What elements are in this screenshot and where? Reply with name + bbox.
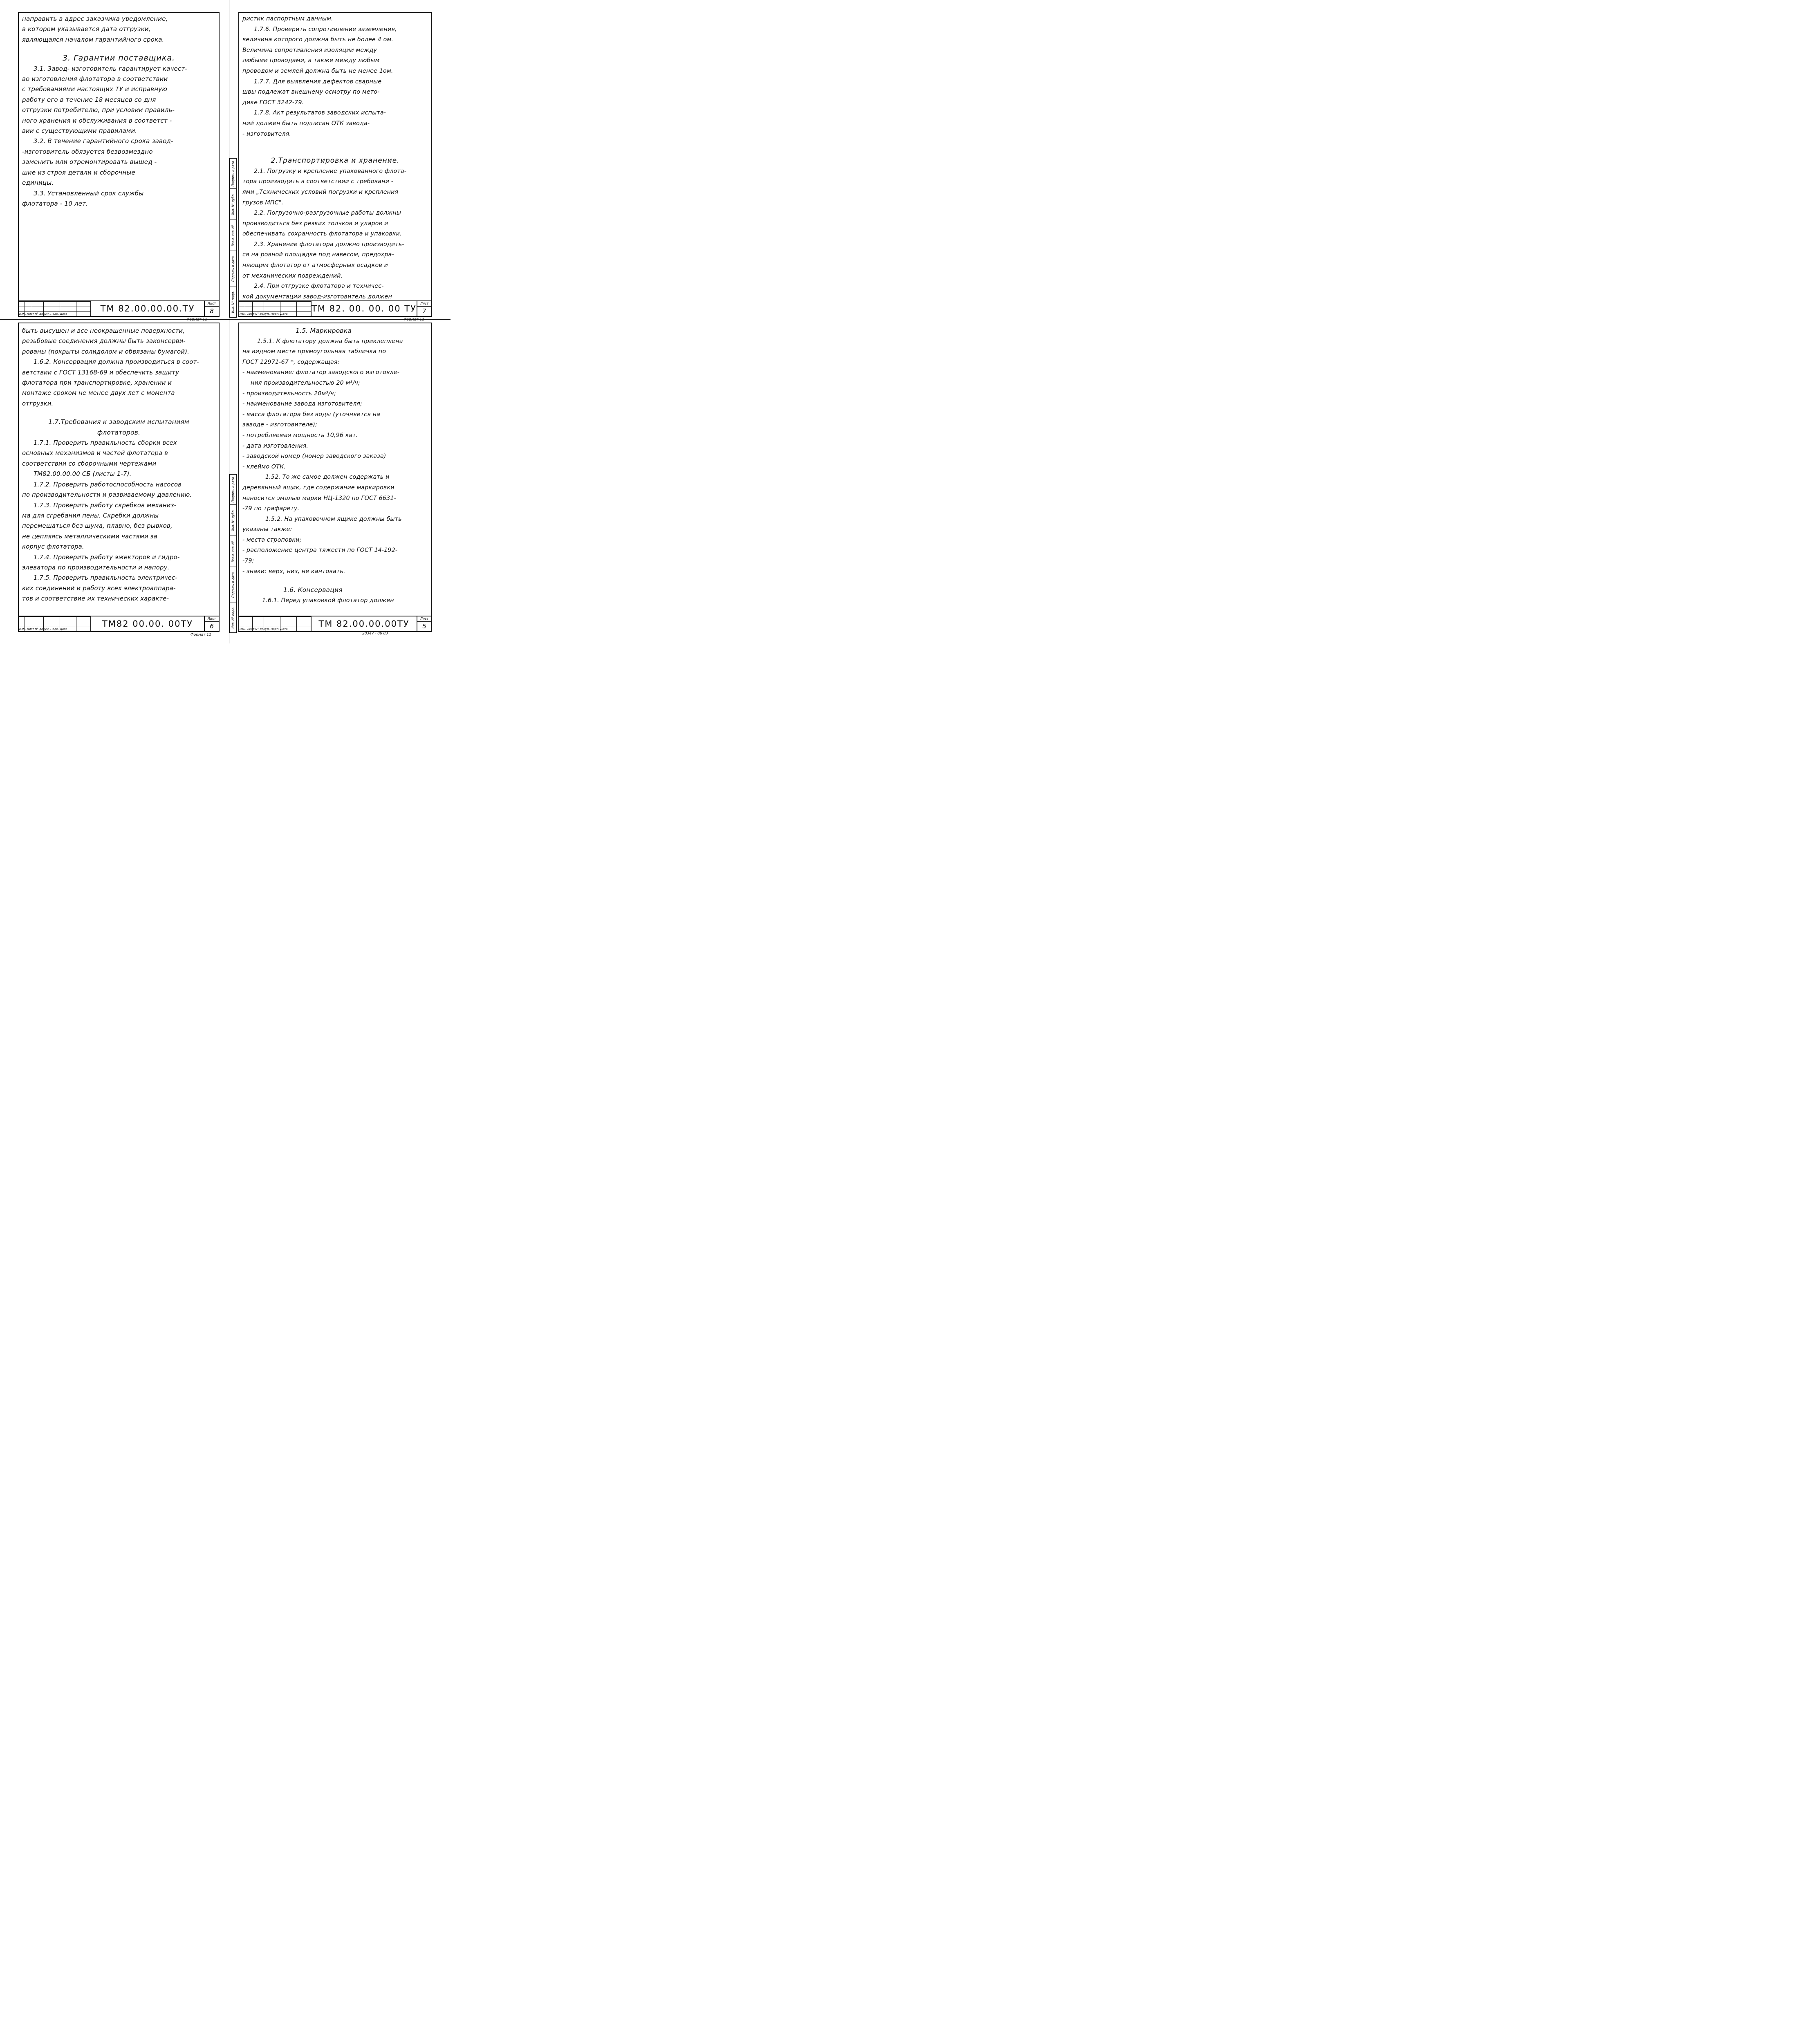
text-line: ГОСТ 12971-67 *, содержащая:: [242, 359, 340, 365]
approval-strip: [229, 474, 237, 633]
sheet-number-box: [204, 301, 219, 316]
text-line: направить в адрес заказчика уведомление,: [22, 15, 168, 22]
text-line: 1.6.2. Консервация должна производиться в соот-: [34, 359, 199, 366]
side-label: Подпись и дата: [231, 572, 235, 598]
text-line: ТМ82.00.00.00 СБ (листы 1-7).: [34, 471, 132, 478]
text-line: отгрузки.: [22, 400, 54, 407]
text-line: 1.7.7. Для выявления дефектов сварные: [254, 78, 382, 85]
format-label: Формат 11: [191, 633, 211, 637]
section-heading: флотаторов.: [97, 428, 141, 436]
text-line: -изготовитель обязуется безвозмездно: [22, 148, 153, 155]
text-line: работу его в течение 18 месяцев со дня: [22, 96, 156, 103]
side-label: Инв. N° подл.: [231, 607, 235, 629]
text-line: в котором указывается дата отгрузки,: [22, 25, 151, 33]
text-line: ких соединений и работу всех электроаппара-: [22, 585, 176, 592]
side-cell: [230, 567, 236, 603]
side-cell: [230, 159, 236, 189]
side-cell: [230, 536, 236, 567]
sheet-number: 7: [422, 307, 426, 315]
format-label: Формат 11: [186, 318, 207, 322]
text-line: тов и соответствие их технических характе-: [22, 595, 169, 603]
text-line: 2.2. Погрузочно-разгрузочные работы должны: [254, 210, 401, 217]
text-line: быть высушен и все неокрашенные поверхности,: [22, 327, 185, 334]
grid-label: N° докум.: [35, 628, 50, 631]
text-line: - потребляемая мощность 10,96 квт.: [242, 432, 358, 439]
section-heading: 3. Гарантии поставщика.: [62, 54, 175, 63]
text-line: 1.7.8. Акт результатов заводских испыта-: [254, 110, 386, 117]
text-line: - масса флотатора без воды (уточняется на: [242, 411, 380, 418]
document-code: ТМ 82. 00. 00. 00 ТУ: [311, 301, 417, 316]
text-line: производиться без резких толчков и ударов и: [242, 220, 388, 227]
side-cell: [230, 603, 236, 632]
text-line: Величина сопротивления изоляции между: [242, 47, 377, 54]
side-label: Подпись и дата: [231, 256, 235, 282]
text-line: соответствии со сборочными чертежами: [22, 460, 157, 467]
side-label: Подпись и дата: [231, 161, 235, 186]
side-cell: [230, 251, 236, 287]
text-line: ний должен быть подписан ОТК завода-: [242, 120, 370, 127]
blank-line: [22, 45, 215, 53]
grid-label: Лист: [247, 312, 255, 316]
grid-label: Лист: [27, 628, 34, 631]
print-order-note: 20347 · 06 83: [362, 632, 388, 636]
text-line: заменить или отремонтировать вышед -: [22, 158, 157, 166]
text-line: по производительности и развиваемому давлению.: [22, 491, 192, 499]
text-line: отгрузки потребителю, при условии правиль-: [22, 106, 175, 114]
sheet-page-7: [238, 12, 432, 322]
text-line: - заводской номер (номер заводского заказа): [242, 453, 386, 460]
text-line: шие из строя детали и сборочные: [22, 168, 135, 176]
sheet-body: [22, 326, 215, 604]
section-heading: 1.7.Требования к заводским испытаниям: [48, 418, 189, 426]
revision-grid-labels: [239, 312, 311, 316]
side-cell: [230, 287, 236, 317]
text-line: 2.1. Погрузку и крепление упакованного флота-: [254, 168, 407, 175]
sheet-label: Лист: [205, 301, 219, 307]
text-line: 1.7.5. Проверить правильность электричес-: [34, 574, 177, 582]
side-label: Взам. инв. N°: [231, 224, 235, 246]
blank-line: [242, 577, 428, 585]
text-line: -79 по трафарету.: [242, 505, 300, 512]
text-line: элеватора по производительности и напору.: [22, 564, 170, 571]
grid-label: N° докум.: [35, 312, 50, 316]
text-line: резьбовые соединения должны быть законсерви-: [22, 338, 186, 345]
text-line: 1.7.3. Проверить работу скребков механиз-: [34, 502, 177, 509]
text-line: ями „Технических условий погрузки и крепления: [242, 188, 399, 195]
section-heading: 1.5. Маркировка: [296, 327, 352, 334]
text-line: - изготовителя.: [242, 130, 291, 137]
grid-label: N° докум.: [255, 628, 270, 631]
text-line: ристик паспортным данным.: [242, 16, 333, 22]
text-line: перемещаться без шума, плавно, без рывков,: [22, 522, 173, 530]
text-line: 3.1. Завод- изготовитель гарантирует качест-: [34, 65, 187, 72]
side-cell: [230, 505, 236, 536]
sheet-page-6: [18, 323, 220, 637]
center-fold-horizontal: [0, 319, 451, 320]
text-line: - производительность 20м³/ч;: [242, 390, 336, 397]
text-line: грузов МПС".: [242, 199, 284, 206]
text-line: монтаже сроком не менее двух лет с момента: [22, 390, 175, 397]
text-line: указаны также:: [242, 526, 292, 533]
sheet-body: [242, 326, 428, 606]
text-line: ма для сгребания пены. Скребки должны: [22, 512, 159, 519]
text-line: рованы (покрыты солидолом и обвязаны бумагой).: [22, 348, 190, 355]
text-line: на видном месте прямоугольная табличка по: [242, 348, 386, 355]
sheet-label: Лист: [205, 616, 219, 622]
text-line: няющим флотатор от атмосферных осадков и: [242, 262, 388, 269]
blank-line: [22, 409, 215, 417]
section-heading: 1.6. Консервация: [283, 586, 343, 594]
sheet-page-8: [18, 12, 220, 322]
text-line: - места строповки;: [242, 536, 302, 543]
title-block: [19, 616, 219, 631]
text-line: 1.7.6. Проверить сопротивление заземления,: [254, 26, 397, 33]
text-line: ного хранения и обслуживания в соответст -: [22, 117, 172, 124]
text-line: вии с существующими правилами.: [22, 127, 137, 135]
text-line: кой документации завод-изготовитель должен: [242, 293, 392, 300]
sheet-body: [22, 14, 215, 209]
grid-label: N° докум.: [255, 312, 270, 316]
text-line: 2.4. При отгрузке флотатора и техничес-: [254, 283, 384, 290]
grid-label: Подп.: [50, 628, 59, 631]
revision-grid-labels: [19, 312, 90, 316]
text-line: 1.6.1. Перед упаковкой флотатор должен: [262, 597, 394, 604]
text-line: величина которого должна быть не более 4 ом.: [242, 36, 394, 43]
title-block: [239, 300, 431, 316]
text-line: основных механизмов и частей флотатора в: [22, 450, 168, 457]
text-line: - дата изготовления.: [242, 442, 309, 449]
approval-strip: [229, 158, 237, 318]
text-line: 1.52. То же самое должен содержать и: [265, 474, 390, 481]
revision-grid: [19, 301, 90, 316]
sheet-number: 5: [422, 623, 426, 630]
text-line: корпус флотатора.: [22, 543, 84, 551]
sheet-label: Лист: [417, 301, 431, 307]
revision-grid-labels: [19, 627, 90, 631]
side-cell: [230, 189, 236, 220]
grid-label: Дата: [60, 628, 67, 631]
sheet-label: Лист: [417, 616, 431, 622]
text-line: ния производительностью 20 м³/ч;: [251, 379, 360, 386]
grid-label: Лист: [27, 312, 34, 316]
text-line: швы подлежат внешнему осмотру по мето-: [242, 89, 380, 96]
sheet-number: 6: [210, 623, 214, 630]
grid-label: Дата: [60, 312, 67, 316]
text-line: 3.3. Установленный срок службы: [34, 189, 144, 197]
text-line: -79;: [242, 558, 254, 565]
text-line: являющаяся началом гарантийного срока.: [22, 36, 164, 43]
grid-label: Подп.: [271, 628, 280, 631]
side-cell: [230, 475, 236, 505]
text-line: - расположение центра тяжести по ГОСТ 14-192-: [242, 547, 398, 554]
text-line: любыми проводами, а также между любым: [242, 57, 380, 64]
format-label: Формат 11: [403, 318, 424, 322]
text-line: во изготовления флотатора в соответствии: [22, 75, 168, 83]
text-line: флотатора - 10 лет.: [22, 199, 88, 207]
side-label: Инв. N° подл.: [231, 291, 235, 313]
document-code: ТМ82 00.00. 00ТУ: [90, 616, 204, 631]
title-block: [239, 616, 431, 631]
text-line: 1.7.1. Проверить правильность сборки всех: [34, 439, 177, 447]
section-heading: 2.Транспортировка и хранение.: [271, 157, 400, 165]
text-line: флотатора при транспортировке, хранении и: [22, 379, 172, 387]
text-line: проводом и землей должна быть не менее 1ом.: [242, 67, 393, 74]
sheet-number-box: [417, 616, 431, 631]
text-line: 1.7.2. Проверить работоспособность насосов: [34, 481, 182, 488]
title-block: [19, 300, 219, 316]
sheet-number: 8: [210, 307, 214, 315]
text-line: - клеймо ОТК.: [242, 463, 286, 470]
side-cell: [230, 220, 236, 251]
grid-label: Дата: [280, 312, 288, 316]
document-code: ТМ 82.00.00.00ТУ: [311, 616, 417, 631]
text-line: 1.5.1. К флотатору должна быть приклеплена: [257, 338, 403, 345]
revision-grid-labels: [239, 627, 311, 631]
side-label: Инв. N° дубл.: [231, 509, 235, 531]
revision-grid: [239, 301, 311, 316]
grid-label: Подп.: [271, 312, 280, 316]
grid-label: Изм.: [19, 312, 26, 316]
text-line: деревянный ящик, где содержание маркировки: [242, 484, 394, 491]
blank-line: [242, 148, 428, 156]
side-label: Инв. N° дубл.: [231, 193, 235, 215]
text-line: наносится эмалью марки НЦ-1320 по ГОСТ 6631-: [242, 495, 396, 502]
grid-label: Подп.: [50, 312, 59, 316]
side-label: Взам. инв. N°: [231, 540, 235, 562]
text-line: ся на ровной площадке под навесом, предохра-: [242, 251, 394, 258]
text-line: тора производить в соответствии с требовани -: [242, 178, 394, 185]
text-line: - наименование: флотатор заводского изготовле-: [242, 369, 400, 376]
text-line: обеспечивать сохранность флотатора и упаковки.: [242, 231, 402, 238]
blank-line: [242, 139, 428, 148]
text-line: дике ГОСТ 3242-79.: [242, 99, 304, 106]
text-line: 1.7.4. Проверить работу эжекторов и гидро-: [34, 554, 180, 561]
sheet-number-box: [417, 301, 431, 316]
sheet-body: [242, 14, 428, 302]
text-line: не цепляясь металлическими частями за: [22, 533, 157, 540]
text-line: от механических повреждений.: [242, 272, 343, 279]
grid-label: Изм.: [240, 628, 247, 631]
sheet-number-box: [204, 616, 219, 631]
revision-grid: [239, 616, 311, 631]
text-line: ветствии с ГОСТ 13168-69 и обеспечить защиту: [22, 369, 179, 376]
text-line: единицы.: [22, 179, 54, 187]
text-line: - знаки: верх, низ, не кантовать.: [242, 568, 345, 575]
text-line: 2.3. Хранение флотатора должно производить-: [254, 241, 404, 248]
text-line: с требованиями настоящих ТУ и исправную: [22, 85, 168, 93]
text-line: 3.2. В течение гарантийного срока завод-: [34, 137, 173, 145]
text-line: заводе - изготовителе);: [242, 421, 318, 428]
side-label: Подпись и дата: [231, 477, 235, 502]
text-line: 1.5.2. На упаковочном ящике должны быть: [265, 515, 402, 522]
grid-label: Изм.: [240, 312, 247, 316]
sheet-page-5: [238, 323, 432, 632]
revision-grid: [19, 616, 90, 631]
grid-label: Дата: [280, 628, 288, 631]
grid-label: Лист: [247, 628, 255, 631]
document-code: ТМ 82.00.00.00.ТУ: [90, 301, 204, 316]
text-line: - наименование завода изготовителя;: [242, 401, 363, 408]
grid-label: Изм.: [19, 628, 26, 631]
